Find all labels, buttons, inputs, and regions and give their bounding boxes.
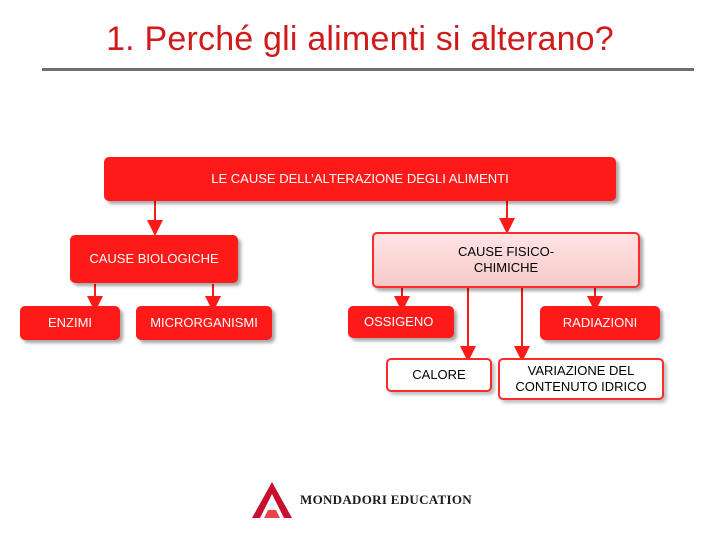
page-title: 1. Perché gli alimenti si alterano? bbox=[106, 20, 614, 58]
publisher-logo bbox=[250, 478, 472, 522]
node-variazione-contenuto-idrico bbox=[498, 358, 664, 400]
node-radiazioni-label: RADIAZIONI bbox=[562, 315, 638, 330]
node-variazione-label: VARIAZIONE DEL CONTENUTO IDRICO bbox=[515, 363, 647, 394]
node-cause-fisico-chimiche bbox=[372, 232, 640, 288]
node-cause-biologiche bbox=[70, 235, 238, 283]
node-calore-label: CALORE bbox=[412, 367, 466, 382]
mondadori-rose-icon bbox=[250, 480, 294, 520]
node-radiazioni bbox=[540, 306, 660, 340]
node-cause-biologiche-label: CAUSE BIOLOGICHE bbox=[89, 251, 219, 266]
node-microrganismi-label: MICRORGANISMI bbox=[150, 315, 258, 330]
node-microrganismi bbox=[136, 306, 272, 340]
node-cause-fisico-chimiche-label: CAUSE FISICO-CHIMICHE bbox=[457, 244, 555, 275]
node-enzimi-label: ENZIMI bbox=[47, 315, 93, 330]
node-ossigeno-label: OSSIGENO bbox=[364, 314, 434, 329]
root-node-label: LE CAUSE DELL’ALTERAZIONE DEGLI ALIMENTI bbox=[211, 171, 509, 186]
node-ossigeno bbox=[348, 306, 454, 338]
publisher-logo-text: MONDADORI EDUCATION bbox=[300, 492, 472, 507]
node-enzimi bbox=[20, 306, 120, 340]
root-node bbox=[104, 157, 616, 201]
node-calore bbox=[386, 358, 492, 392]
